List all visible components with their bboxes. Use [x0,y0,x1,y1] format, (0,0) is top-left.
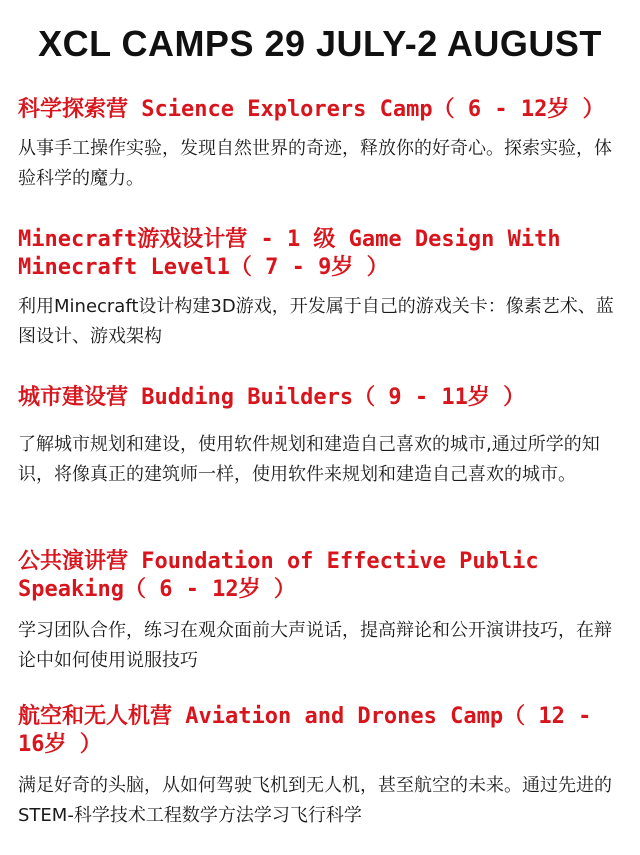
camp-aviation-drones [18,703,622,831]
camp-description: 学习团队合作，练习在观众面前大声说话，提高辩论和公开演讲技巧，在辩论中如何使用说服技巧 [18,620,612,671]
camp-description: 从事手工操作实验，发现自然世界的奇迹，释放你的好奇心。探索实验，体验科学的魔力。 [18,138,612,189]
page-title: XCL CAMPS 29 JULY-2 AUGUST [38,23,602,64]
camp-description: 了解城市规划和建设，使用软件规划和建造自己喜欢的城市,通过所学的知识，将像真正的建筑师一样，使用软件来规划和建造自己喜欢的城市。 [18,434,600,485]
camp-title: 公共演讲营 Foundation of Effective Public Speaking（ 6 - 12岁 ） [18,549,539,602]
camp-science-explorers [18,96,622,194]
camp-minecraft-game-design [18,226,622,352]
camp-title: 航空和无人机营 Aviation and Drones Camp（ 12 - 16岁 ） [18,704,592,757]
camp-title: 城市建设营 Budding Builders（ 9 - 11岁 ） [18,385,526,410]
camp-title: 科学探索营 Science Explorers Camp（ 6 - 12岁 ） [18,97,605,122]
camp-budding-builders [18,384,622,490]
camp-description: 利用Minecraft设计构建3D游戏，开发属于自己的游戏关卡：像素艺术、蓝图设计、游戏架构 [18,296,614,347]
camp-public-speaking [18,548,622,676]
camp-description: 满足好奇的头脑，从如何驾驶飞机到无人机，甚至航空的未来。通过先进的STEM-科学技术工程数学方法学习飞行科学 [18,775,612,826]
camp-title: Minecraft游戏设计营 - 1 级 Game Design With Minecraft Level1（ 7 - 9岁 ） [18,227,561,280]
